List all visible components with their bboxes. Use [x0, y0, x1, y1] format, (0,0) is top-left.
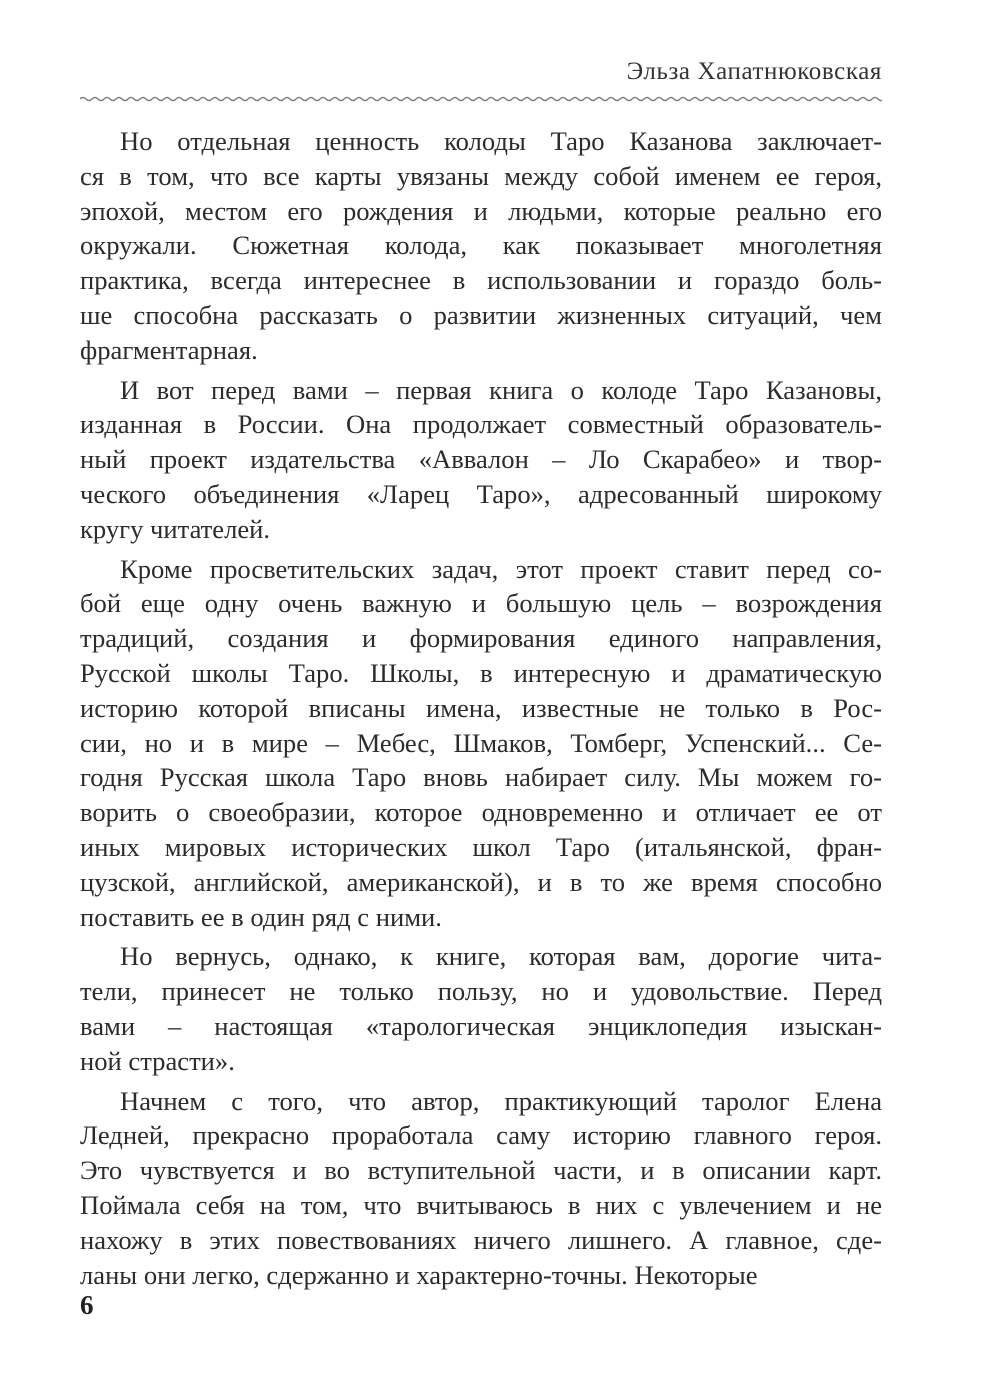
- text-line: ной страсти».: [80, 1045, 235, 1076]
- text-line: поставить ее в один ряд с ними.: [80, 901, 442, 932]
- text-line: фрагментарная.: [80, 334, 258, 365]
- wavy-divider: [80, 92, 882, 106]
- text-line: нахожу в этих повествованиях ничего лишнего. А главное, сде-: [80, 1224, 882, 1255]
- text-line: изданная в России. Она продолжает совместный образователь-: [80, 409, 882, 440]
- text-line: Но отдельная ценность колоды Таро Казанова заключает-: [120, 126, 882, 156]
- paragraph-4: [80, 939, 882, 1078]
- text-line: И вот перед вами – первая книга о колоде Таро Казановы,: [120, 374, 882, 405]
- text-line: ный проект издательства «Аввалон – Ло Скарабео» и твор-: [80, 444, 882, 475]
- text-line: ше способна рассказать о развитии жизненных ситуаций, чем: [80, 299, 882, 330]
- text-line: ланы они легко, сдержанно и характерно-точны. Некоторые: [80, 1259, 758, 1290]
- text-line: Ледней, прекрасно проработала саму историю главного героя.: [80, 1120, 882, 1151]
- text-line: традиций, создания и формирования единого направления,: [80, 623, 882, 654]
- text-line: Поймала себя на том, что вчитываюсь в них с увлечением и не: [80, 1189, 882, 1220]
- paragraph-1: [80, 124, 882, 368]
- text-line: бой еще одну очень важную и большую цель – возрождения: [80, 588, 882, 619]
- paragraph-3: [80, 552, 882, 935]
- page-header: [80, 58, 882, 108]
- running-head: Эльза Хапатнюковская: [626, 58, 882, 85]
- text-line: эпохой, местом его рождения и людьми, которые реально его: [80, 195, 882, 226]
- text-line: Кроме просветительских задач, этот проект ставит перед со-: [120, 553, 882, 584]
- text-line: сии, но и в мире – Мебес, Шмаков, Томберг, Успенский... Се-: [80, 727, 882, 758]
- text-line: Начнем с того, что автор, практикующий таролог Елена: [120, 1085, 882, 1116]
- text-line: Это чувствуется и во вступительной части, и в описании карт.: [80, 1155, 882, 1186]
- paragraph-2: [80, 373, 882, 547]
- body-text: [80, 124, 882, 1297]
- text-line: годня Русская школа Таро вновь набирает силу. Мы можем го-: [80, 762, 882, 793]
- page-number: 6: [80, 1290, 94, 1320]
- text-line: ческого объединения «Ларец Таро», адресованный широкому: [80, 478, 882, 509]
- paragraph-5: [80, 1084, 882, 1293]
- text-line: иных мировых исторических школ Таро (итальянской, фран-: [80, 831, 882, 862]
- text-line: Русской школы Таро. Школы, в интересную и драматическую: [80, 657, 882, 688]
- text-line: ворить о своеобразии, которое одновременно и отличает ее от: [80, 797, 882, 828]
- text-line: кругу читателей.: [80, 513, 271, 544]
- text-line: окружали. Сюжетная колода, как показывает многолетняя: [80, 230, 882, 261]
- text-line: Но вернусь, однако, к книге, которая вам, дорогие чита-: [120, 941, 882, 972]
- text-line: цузской, английской, американской), и в то же время способно: [80, 866, 882, 897]
- text-line: тели, принесет не только пользу, но и удовольствие. Перед: [80, 976, 882, 1007]
- text-line: историю которой вписаны имена, известные не только в Рос-: [80, 692, 882, 723]
- text-line: вами – настоящая «тарологическая энциклопедия изыскан-: [80, 1010, 882, 1041]
- text-line: ся в том, что все карты увязаны между собой именем ее героя,: [80, 160, 882, 191]
- text-line: практика, всегда интереснее в использовании и гораздо боль-: [80, 265, 882, 296]
